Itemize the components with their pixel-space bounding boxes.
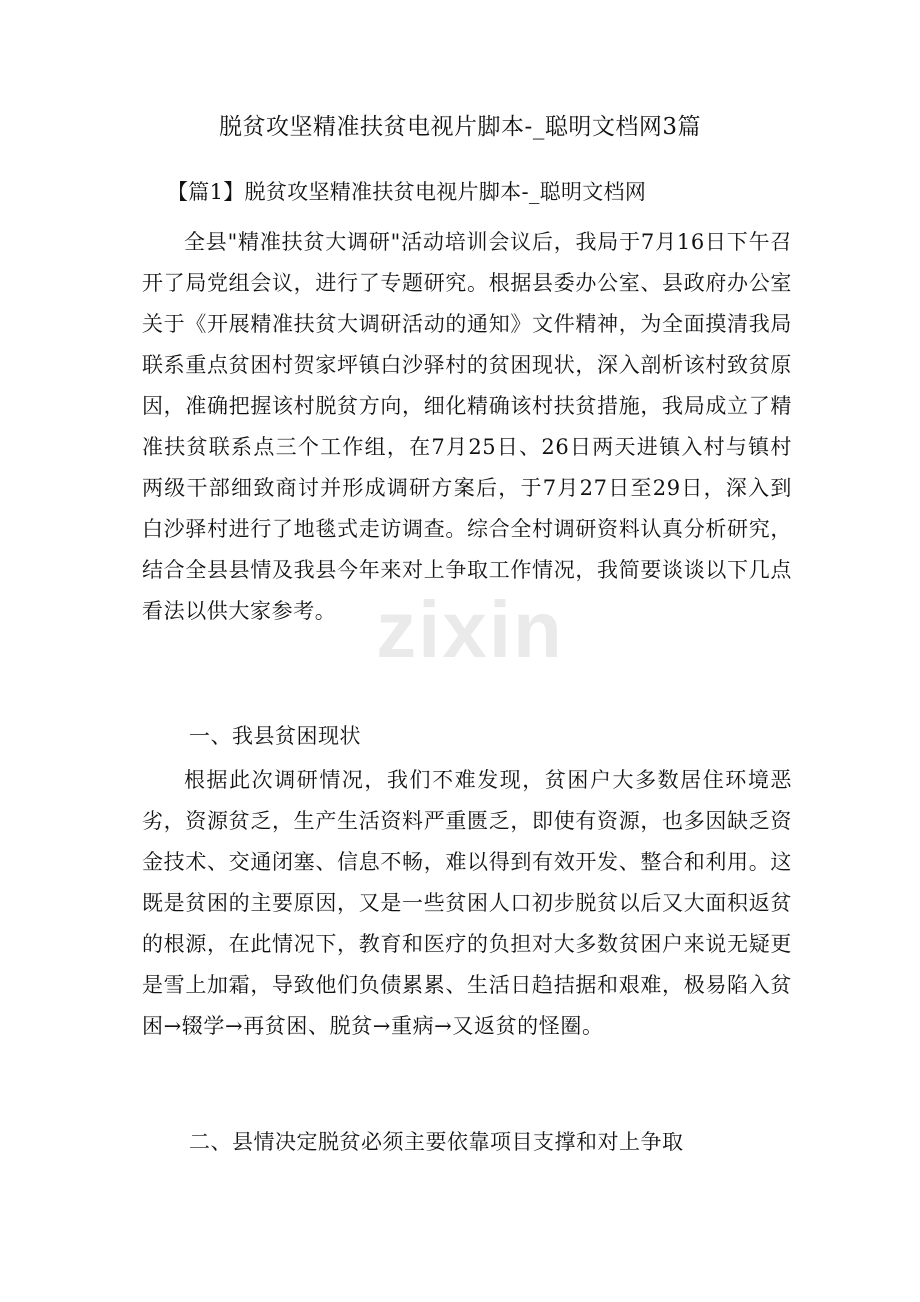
watermark-logo: zixin [376, 585, 564, 674]
section-heading-2: 二、县情决定脱贫必须主要依靠项目支撑和对上争取 [189, 1130, 684, 1154]
paragraph-poverty-status [142, 760, 792, 1047]
paragraph-text: 全县"精准扶贫大调研"活动培训会议后，我局于7月16日下午召开了局党组会议，进行了专题研究。根据县委办公室、县政府办公室关于《开展精准扶贫大调研活动的通知》文件精神，为全面摸清我局联系重点贫困村贺家坪镇白沙驿村的贫困现状，深入剖析该村致贫原因，准确把握该村脱贫方向，细化精确该村扶贫措施，我局成立了精准扶贫联系点三个工作组，在7月25日、26日两天进镇入村与镇村两级干部细致商讨并形成调研方案后，于7月27日至29日，深入到白沙驿村进行了地毯式走访调查。综合全村调研资料认真分析研究，结合全县县情及我县今年来对上争取工作情况，我简要谈谈以下几点看法以供大家参考。 [142, 230, 792, 623]
paragraph-text: 根据此次调研情况，我们不难发现，贫困户大多数居住环境恶劣，资源贫乏，生产生活资料严重匮乏，即使有资源，也多因缺乏资金技术、交通闭塞、信息不畅，难以得到有效开发、整合和利用。这既是贫困的主要原因，又是一些贫困人口初步脱贫以后又大面积返贫的根源，在此情况下，教育和医疗的负担对大多数贫困户来说无疑更是雪上加霜，导致他们负债累累、生活日趋拮据和艰难，极易陷入贫困→辍学→再贫困、脱贫→重病→又返贫的怪圈。 [142, 768, 792, 1038]
section-subtitle: 【篇1】脱贫攻坚精准扶贫电视片脚本-_聪明文档网 [167, 180, 647, 204]
document-title: 脱贫攻坚精准扶贫电视片脚本-_聪明文档网3篇 [219, 114, 701, 140]
paragraph-intro [142, 222, 792, 632]
section-heading-1: 一、我县贫困现状 [189, 724, 361, 748]
